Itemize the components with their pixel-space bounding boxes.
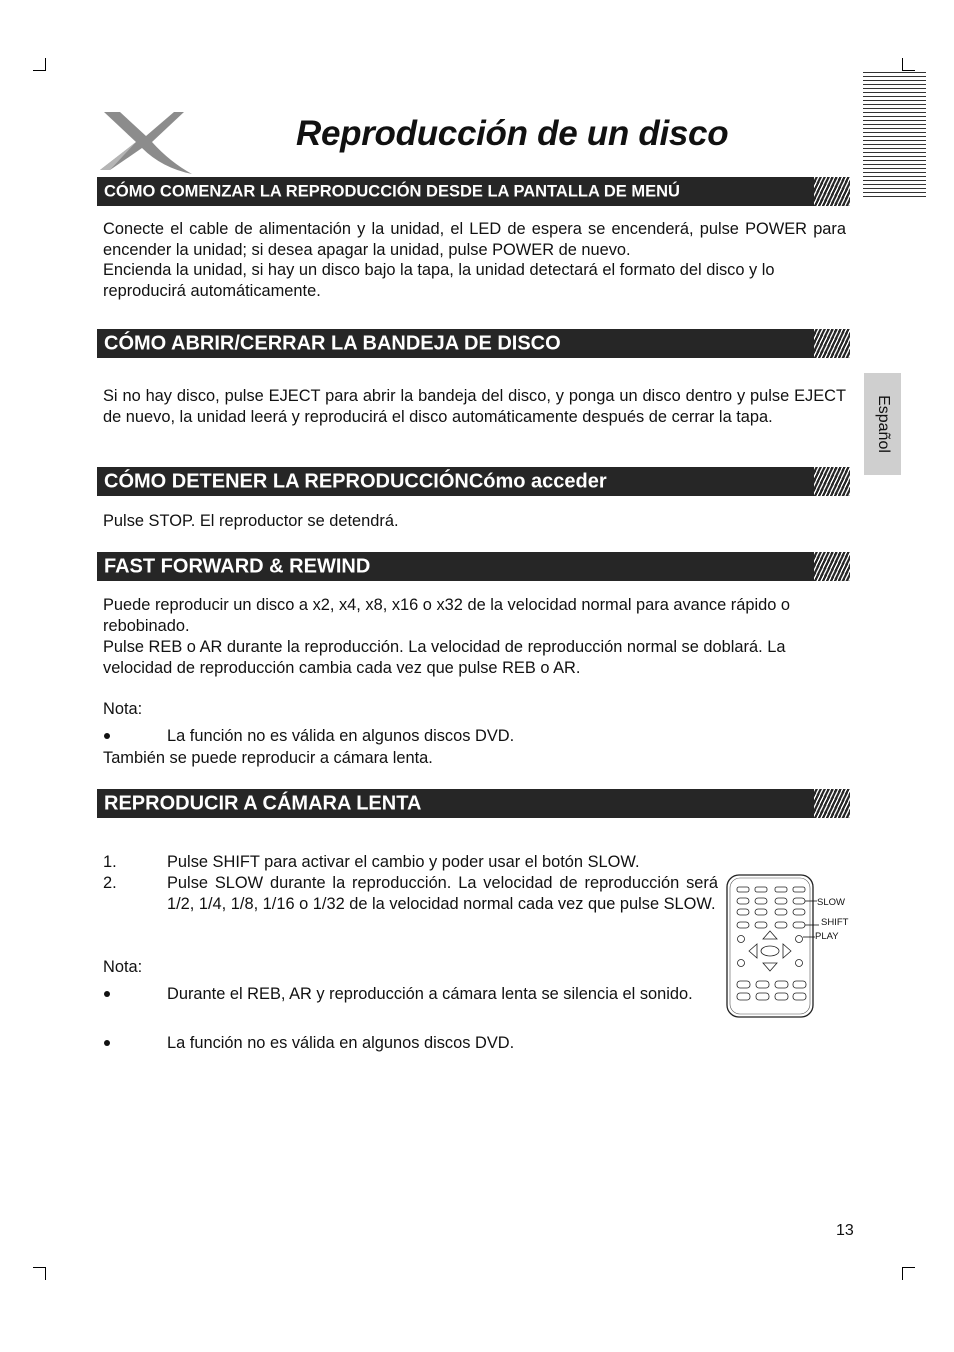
paragraph: Si no hay disco, pulse EJECT para abrir la bandeja del disco, y ponga un disco dentro y pulse EJECT de nuevo, la unidad leerá y reproducirá el disco automáticamente después de cerrar la tapa. [103, 387, 846, 426]
paragraph: Encienda la unidad, si hay un disco bajo la tapa, la unidad detectará el formato del disco y lo reproducirá automáticamente. [103, 261, 775, 300]
language-tab [864, 373, 901, 475]
section-header-tray [97, 329, 850, 358]
hatch-decoration [814, 789, 850, 818]
remote-label-play: PLAY [815, 931, 839, 942]
crop-mark-bottom-right [902, 1267, 915, 1280]
crop-mark-bottom-left [33, 1267, 46, 1280]
page-title: Reproducción de un disco [296, 114, 729, 153]
step-number: 1. [103, 853, 117, 871]
note-text: Durante el REB, AR y reproducción a cámara lenta se silencia el sonido. [167, 985, 693, 1003]
language-tab-label: Español [874, 395, 892, 453]
list-item [103, 852, 846, 873]
remote-control-illustration [725, 871, 821, 1021]
crop-mark-top-right [902, 58, 915, 71]
section-heading: REPRODUCIR A CÁMARA LENTA [104, 792, 422, 814]
bullet-icon [104, 1040, 110, 1046]
step-text: Pulse SLOW durante la reproducción. La velocidad de reproducción será 1/2, 1/4, 1/8, 1/16 o 1/32 de la velocidad normal cada vez que pulse SLOW. [167, 874, 718, 913]
hatch-decoration [814, 467, 850, 496]
step-text: Pulse SHIFT para activar el cambio y poder usar el botón SLOW. [167, 853, 640, 871]
paragraph: Conecte el cable de alimentación y la unidad, el LED de espera se encenderá, pulse POWER para encender la unidad; si desea apagar la unidad, pulse POWER de nuevo. [103, 220, 846, 259]
crop-mark-top-left [33, 58, 46, 71]
brand-logo-icon [96, 108, 194, 178]
note-label: Nota: [103, 958, 143, 976]
note-text: La función no es válida en algunos discos DVD. [167, 1034, 515, 1052]
section-header-menu [97, 177, 850, 206]
hatch-decoration [814, 329, 850, 358]
step-number: 2. [103, 874, 117, 892]
page-number: 13 [836, 1222, 854, 1239]
note-item [103, 984, 718, 1026]
section-header-slow [97, 789, 850, 818]
note-item [103, 726, 846, 747]
section-heading: CÓMO COMENZAR LA REPRODUCCIÓN DESDE LA PANTALLA DE MENÚ [104, 182, 680, 200]
hatch-decoration [814, 177, 850, 206]
section-header-ffrew [97, 552, 850, 581]
remote-label-slow: SLOW [817, 897, 845, 908]
decorative-stripes [863, 72, 926, 200]
list-item [103, 873, 718, 936]
bullet-icon [104, 991, 110, 997]
paragraph: Pulse REB o AR durante la reproducción. La velocidad de reproducción normal se doblará. La velocidad de reproducción cambia cada vez que pulse REB o AR. [103, 638, 786, 677]
paragraph: También se puede reproducir a cámara lenta. [103, 749, 433, 767]
section-header-stop [97, 467, 850, 496]
bullet-icon [104, 733, 110, 739]
hatch-decoration [814, 552, 850, 581]
paragraph: Pulse STOP. El reproductor se detendrá. [103, 512, 399, 530]
section-heading: FAST FORWARD & REWIND [104, 555, 371, 577]
section-heading: CÓMO ABRIR/CERRAR LA BANDEJA DE DISCO [104, 332, 561, 354]
note-label: Nota: [103, 700, 143, 718]
note-text: La función no es válida en algunos discos DVD. [167, 727, 515, 745]
remote-label-shift: SHIFT [821, 917, 849, 928]
note-item [103, 1033, 846, 1054]
section-heading: CÓMO DETENER LA REPRODUCCIÓNCómo acceder [104, 470, 607, 492]
paragraph: Puede reproducir un disco a x2, x4, x8, x16 o x32 de la velocidad normal para avance rápido o rebobinado. [103, 596, 791, 635]
